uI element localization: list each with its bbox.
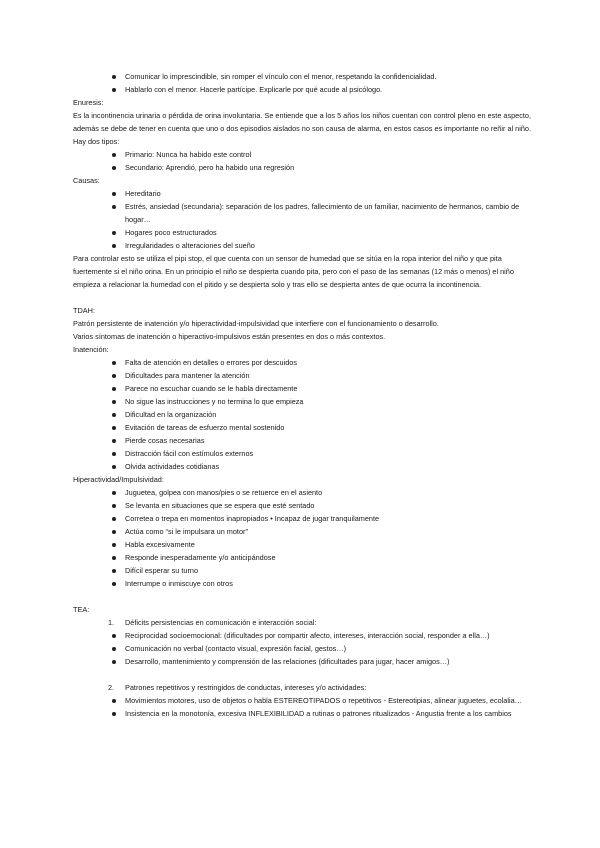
list-item: Secundario: Aprendió, pero ha habido una regresión (125, 161, 533, 174)
list-item: Distracción fácil con estímulos externos (125, 447, 533, 460)
list-item: Comunicación no verbal (contacto visual, expresión facial, gestos…) (125, 642, 533, 655)
tdah-definition: Patrón persistente de inatención y/o hiperactividad-impulsividad que interfiere con el funcionamiento o desarrollo. (73, 319, 439, 328)
list-item: Hereditario (125, 187, 533, 200)
list-item: Responde inesperadamente y/o anticipándose (125, 551, 533, 564)
list-item: Insistencia en la monotonía, excesiva INFLEXIBILIDAD a rutinas o patrones ritualizados - Angustia frente a los cambios (125, 707, 533, 720)
tea-item2-list (73, 694, 533, 720)
list-item: Movimientos motores, uso de objetos o habla ESTEREOTIPADOS o repetitivos - Estereotipias, alinear juguetes, ecolalia… (125, 694, 533, 707)
list-item: Estrés, ansiedad (secundaria): separación de los padres, fallecimiento de un familiar, nacimiento de hermanos, cambio de hogar… (125, 200, 533, 226)
list-item: Falta de atención en detalles o errores por descuidos (125, 356, 533, 369)
list-item: Dificultad en la organización (125, 408, 533, 421)
enuresis-heading: Enuresis: (73, 98, 104, 107)
tea-numbered-item-2 (73, 681, 533, 694)
item-number: 2. (108, 683, 115, 692)
item-text: Patrones repetitivos y restringidos de conductas, intereses y/o actividades: (125, 683, 367, 692)
list-item: Actúa como “si le impulsara un motor” (125, 525, 533, 538)
enuresis-paragraph: Es la incontinencia urinaria o pérdida de orina involuntaria. Se entiende que a los 5 años los niños cuentan con control pleno en este aspecto, además se debe de tener en cuenta que uno o dos episodios aislados no son causa de alarma, en estos casos es importante no reñir al niño. Hay dos tipos: (73, 111, 531, 146)
list-item: Hablarlo con el menor. Hacerle partícipe. Explicarle por qué acude al psicólogo. (125, 83, 533, 96)
item-number: 1. (108, 618, 115, 627)
inattention-list (73, 356, 533, 473)
tdah-contexts: Varios síntomas de inatención o hiperactivo-impulsivos están presentes en dos o más contextos. (73, 332, 386, 341)
tea-numbered-item-1 (73, 616, 533, 629)
spacer (73, 590, 533, 603)
spacer (73, 668, 533, 681)
tea-item1-list (73, 629, 533, 668)
list-item: Pierde cosas necesarias (125, 434, 533, 447)
tea-heading: TEA: (73, 605, 90, 614)
hyperactivity-list (73, 486, 533, 590)
numbered-item (108, 616, 533, 629)
list-item: Corretea o trepa en momentos inapropiados • Incapaz de jugar tranquilamente (125, 512, 533, 525)
list-item: Dificultades para mantener la atención (125, 369, 533, 382)
item-text: Déficits persistencias en comunicación e interacción social: (125, 618, 317, 627)
enuresis-types-list (73, 148, 533, 174)
list-item: Difícil esperar su turno (125, 564, 533, 577)
list-item: Reciprocidad socioemocional: (dificultades por compartir afecto, intereses, interacción social, responder a ella…) (125, 629, 533, 642)
list-item: Primario: Nunca ha habido este control (125, 148, 533, 161)
tdah-heading: TDAH: (73, 306, 95, 315)
list-item: Olvida actividades cotidianas (125, 460, 533, 473)
list-item: Comunicar lo imprescindible, sin romper el vínculo con el menor, respetando la confidencialidad. (125, 70, 533, 83)
numbered-item (108, 681, 533, 694)
causes-heading: Causas: (73, 176, 100, 185)
list-item: Habla excesivamente (125, 538, 533, 551)
list-item: Se levanta en situaciones que se espera que esté sentado (125, 499, 533, 512)
enuresis-closing-paragraph: Para controlar esto se utiliza el pipi stop, el que cuenta con un sensor de humedad que se sitúa en la ropa interior del niño y que pita fuertemente si el niño orina. En un principio el niño se despierta cuando pita, pero con el paso de las semanas (12 más o menos) el niño empieza a relacionar la humedad con el pitido y se despierta solo y tras ello se despierta antes de que ocurra la incontinencia. (73, 254, 514, 289)
list-item: Desarrollo, mantenimiento y comprensión de las relaciones (dificultades para jugar, hacer amigos…) (125, 655, 533, 668)
list-item: No sigue las instrucciones y no termina lo que empieza (125, 395, 533, 408)
document-body (73, 70, 533, 720)
list-item: Evitación de tareas de esfuerzo mental sostenido (125, 421, 533, 434)
inattention-heading: Inatención: (73, 345, 109, 354)
enuresis-intro-list (73, 70, 533, 96)
list-item: Juguetea, golpea con manos/pies o se retuerce en el asiento (125, 486, 533, 499)
hyperactivity-heading: Hiperactividad/Impulsividad: (73, 475, 164, 484)
list-item: Parece no escuchar cuando se le habla directamente (125, 382, 533, 395)
list-item: Interrumpe o inmiscuye con otros (125, 577, 533, 590)
spacer (73, 291, 533, 304)
list-item: Hogares poco estructurados (125, 226, 533, 239)
list-item: Irregularidades o alteraciones del sueño (125, 239, 533, 252)
causes-list (73, 187, 533, 252)
